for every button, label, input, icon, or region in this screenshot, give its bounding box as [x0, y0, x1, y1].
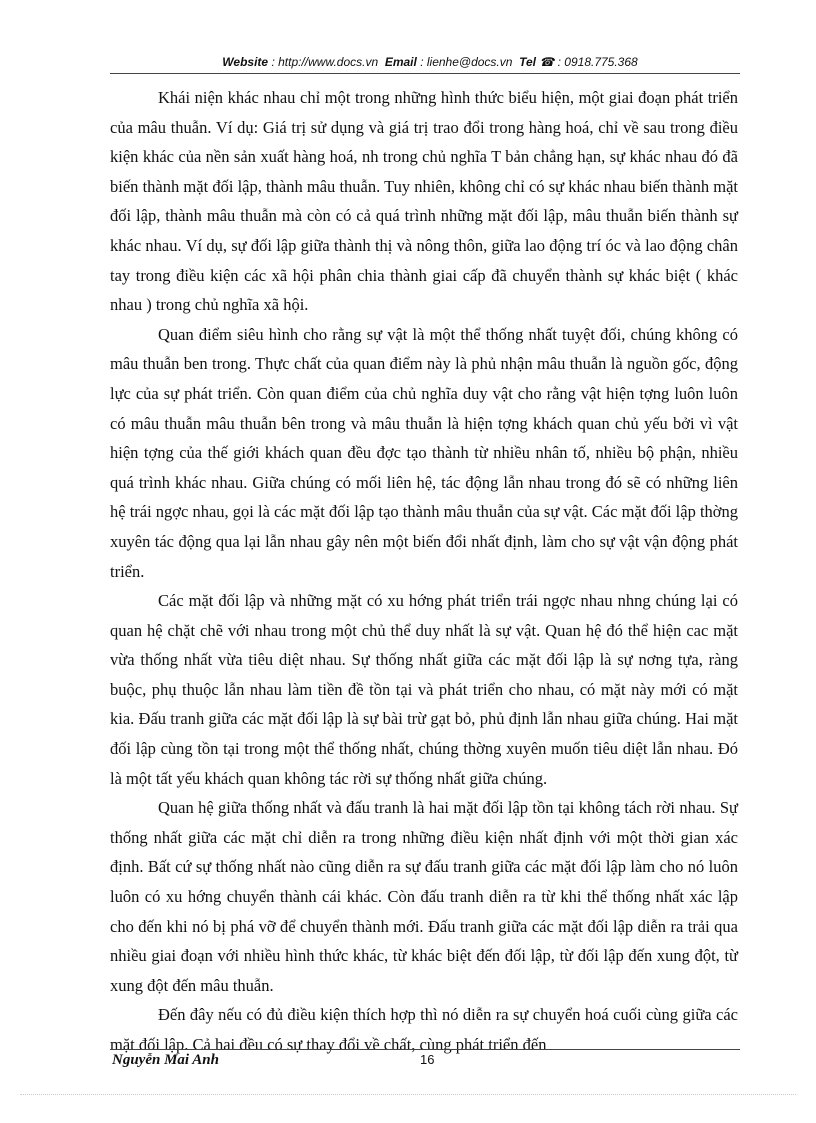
tel-value: ☎ : 0918.775.368 — [539, 55, 638, 69]
paragraph-3: Các mặt đối lập và những mặt có xu hớng phát triển trái ngợc nhau nhng chúng lại có quan hệ chặt chẽ với nhau trong một chủ thể duy nhất là sự vật. Quan hệ đó thể hiện cac mặt vừa thống nhất vừa tiêu diệt nhau. Sự thống nhất giữa các mặt đối lập là sự nơng tựa, ràng buộc, phụ thuộc lẫn nhau làm tiền đề tồn tại và phát triển cho nhau, có mặt này mới có mặt kia. Đấu tranh giữa các mặt đối lập là sự bài trừ gạt bỏ, phủ định lẫn nhau giữa chúng. Hai mặt đối lập cùng tồn tại trong một thể thống nhất, chúng thờng xuyên muốn tiêu diệt lẫn nhau. Đó là một tất yếu khách quan không tác rời sự thống nhất giữa chúng. — [110, 591, 738, 788]
document-body — [110, 83, 738, 1060]
footer-divider — [110, 1049, 740, 1050]
header-divider — [110, 73, 740, 74]
email-label: Email — [384, 55, 417, 69]
paragraph-1: Khái niện khác nhau chỉ một trong những hình thức biểu hiện, một giai đoạn phát triển của mâu thuẫn. Ví dụ: Giá trị sử dụng và giá trị trao đổi trong hàng hoá, chỉ về sau trong điều kiện khác của nền sản xuất hàng hoá, nh trong chủ nghĩa T bản chẳng hạn, sự khác nhau đó đã biến thành mặt đối lập, thành mâu thuẫn. Tuy nhiên, không chỉ có sự khác nhau biến thành mặt đối lập, thành mâu thuẫn mà còn có cả quá trình những mặt đối lập, mâu thuẫn biến thành sự khác nhau. Ví dụ, sự đối lập giữa thành thị và nông thôn, giữa lao động trí óc và lao động chân tay trong điều kiện các xã hội phân chia thành giai cấp đã chuyển thành sự khác biệt ( khác nhau ) trong chủ nghĩa xã hội. — [110, 88, 738, 315]
website-label: Website — [222, 55, 269, 69]
page-header — [120, 55, 740, 69]
paragraph-5: Đến đây nếu có đủ điều kiện thích hợp thì nó diễn ra sự chuyển hoá cuối cùng giữa các mặt đối lập. Cả hai đều có sự thay đổi về chất, cùng phát triển đến — [110, 1005, 738, 1054]
page-edge-divider — [20, 1094, 796, 1095]
paragraph-2: Quan điểm siêu hình cho rằng sự vật là một thể thống nhất tuyệt đối, chúng không có mâu thuẫn ben trong. Thực chất của quan điểm này là phủ nhận mâu thuẫn là nguồn gốc, động lực của sự phát triển. Còn quan điểm của chủ nghĩa duy vật cho rằng vật hiện tợng luôn luôn có mâu thuẫn mâu thuẫn bên trong và mâu thuẫn là hiện tợng khách quan chủ yếu bởi vì vật hiện tợng của thế giới khách quan đều đợc tạo thành từ nhiều nhân tố, nhiều bộ phận, nhiều quá trình khác nhau. Giữa chúng có mối liên hệ, tác động lẫn nhau trong đó sẽ có những liên hệ trái ngợc nhau, gọi là các mặt đối lập tạo thành mâu thuẫn của sự vật. Các mặt đối lập thờng xuyên tác động qua lại lẫn nhau gây nên một biến đổi nhất định, làm cho sự vật vận động phát triển. — [110, 324, 738, 581]
website-value[interactable]: : http://www.docs.vn — [271, 55, 379, 69]
email-value[interactable]: : lienhe@docs.vn — [420, 55, 513, 69]
footer-author: Nguyễn Mai Anh — [112, 1052, 219, 1068]
tel-label: Tel — [519, 55, 536, 69]
page-number: 16 — [420, 1052, 435, 1067]
paragraph-4: Quan hệ giữa thống nhất và đấu tranh là hai mặt đối lập tồn tại không tách rời nhau. Sự thống nhất giữa các mặt chỉ diễn ra trong những điều kiện nhất định với một thời gian xác định. Bất cứ sự thống nhất nào cũng diễn ra sự đấu tranh giữa các mặt đối lập làm cho nó luôn luôn có xu hớng chuyển thành cái khác. Còn đấu tranh diễn ra từ khi thể thống nhất xác lập cho đến khi nó bị phá vỡ để chuyển thành mới. Đấu tranh giữa các mặt đối lập diễn ra trải qua nhiều giai đoạn với nhiều hình thức khác, từ khác biệt đến đối lập, từ đối lập đến xung đột, từ xung đột đến mâu thuẫn. — [110, 798, 738, 995]
